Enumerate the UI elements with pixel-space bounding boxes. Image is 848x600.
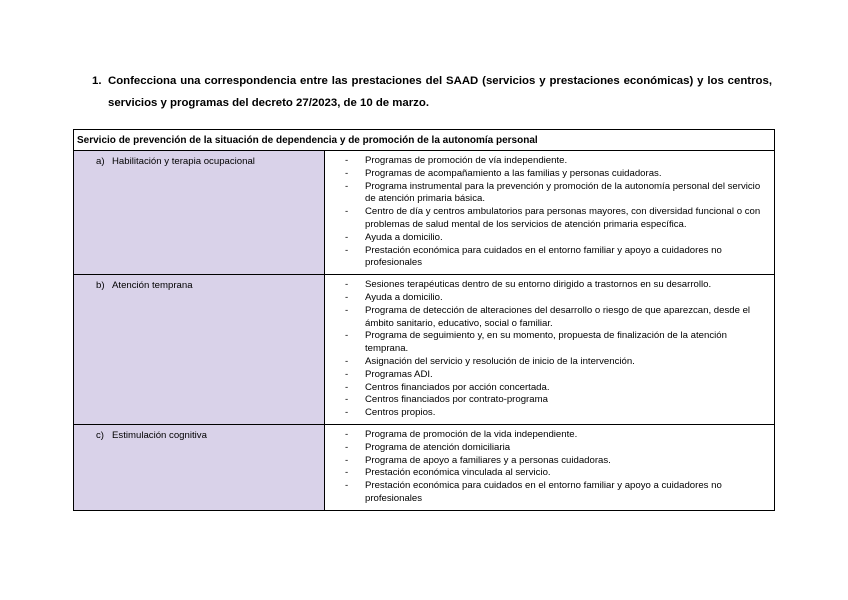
list-item: - Prestación económica para cuidados en el entorno familiar y apoyo a cuidadores no profesionales xyxy=(345,480,766,506)
list-item: - Programas de promoción de vía independiente. xyxy=(345,155,766,168)
list-item: - Ayuda a domicilio. xyxy=(345,292,766,305)
table-header: Servicio de prevención de la situación de dependencia y de promoción de la autonomía personal xyxy=(74,130,775,151)
list-item: - Centros financiados por acción concertada. xyxy=(345,382,766,395)
list-item: - Programa de atención domiciliaria xyxy=(345,442,766,455)
items-list xyxy=(345,155,766,270)
category-letter: a) xyxy=(96,156,105,167)
list-item: - Prestación económica para cuidados en el entorno familiar y apoyo a cuidadores no profesionales xyxy=(345,245,766,271)
question-text: Confecciona una correspondencia entre las prestaciones del SAAD (servicios y prestaciones económicas) y los centros, servicios y programas del decreto 27/2023, de 10 de marzo. xyxy=(108,75,772,109)
items-cell xyxy=(325,275,775,425)
list-item: - Programa de detección de alteraciones del desarrollo o riesgo de que aparezcan, desde el ámbito sanitario, educativo, social o familiar. xyxy=(345,305,766,331)
category-cell xyxy=(74,151,325,275)
category-letter: c) xyxy=(96,429,104,441)
list-item: - Centros financiados por contrato-programa xyxy=(345,394,766,407)
question xyxy=(92,70,772,114)
list-item: - Programa de apoyo a familiares y a personas cuidadoras. xyxy=(345,455,766,468)
category-label: Estimulación cognitiva xyxy=(112,429,207,441)
items-cell xyxy=(325,151,775,275)
list-item: - Programa de seguimiento y, en su momento, propuesta de finalización de la atención temprana. xyxy=(345,330,766,356)
category-cell xyxy=(74,275,325,425)
table-row xyxy=(74,275,775,425)
list-item: - Programas de acompañamiento a las familias y personas cuidadoras. xyxy=(345,168,766,181)
list-item: - Ayuda a domicilio. xyxy=(345,232,766,245)
list-item: - Centros propios. xyxy=(345,407,766,420)
correspondence-table xyxy=(73,129,775,511)
table-row xyxy=(74,151,775,275)
list-item: - Centro de día y centros ambulatorios para personas mayores, con diversidad funcional o con problemas de salud mental de los servicios de atención primaria específica. xyxy=(345,206,766,232)
list-item: - Sesiones terapéuticas dentro de su entorno dirigido a trastornos en su desarrollo. xyxy=(345,279,766,292)
list-item: - Asignación del servicio y resolución de inicio de la intervención. xyxy=(345,356,766,369)
category-cell xyxy=(74,424,325,510)
category-letter: b) xyxy=(96,280,105,292)
category-label: Habilitación y terapia ocupacional xyxy=(112,156,255,167)
table-row xyxy=(74,424,775,510)
items-cell xyxy=(325,424,775,510)
items-list xyxy=(345,429,766,506)
question-number: 1. xyxy=(92,75,102,87)
category-label: Atención temprana xyxy=(112,280,193,292)
list-item: - Prestación económica vinculada al servicio. xyxy=(345,467,766,480)
table-header-row xyxy=(74,130,775,151)
list-item: - Programa de promoción de la vida independiente. xyxy=(345,429,766,442)
list-item: - Programas ADI. xyxy=(345,369,766,382)
list-item: - Programa instrumental para la prevención y promoción de la autonomía personal del servicio de atención primaria básica. xyxy=(345,181,766,207)
items-list xyxy=(345,279,766,420)
